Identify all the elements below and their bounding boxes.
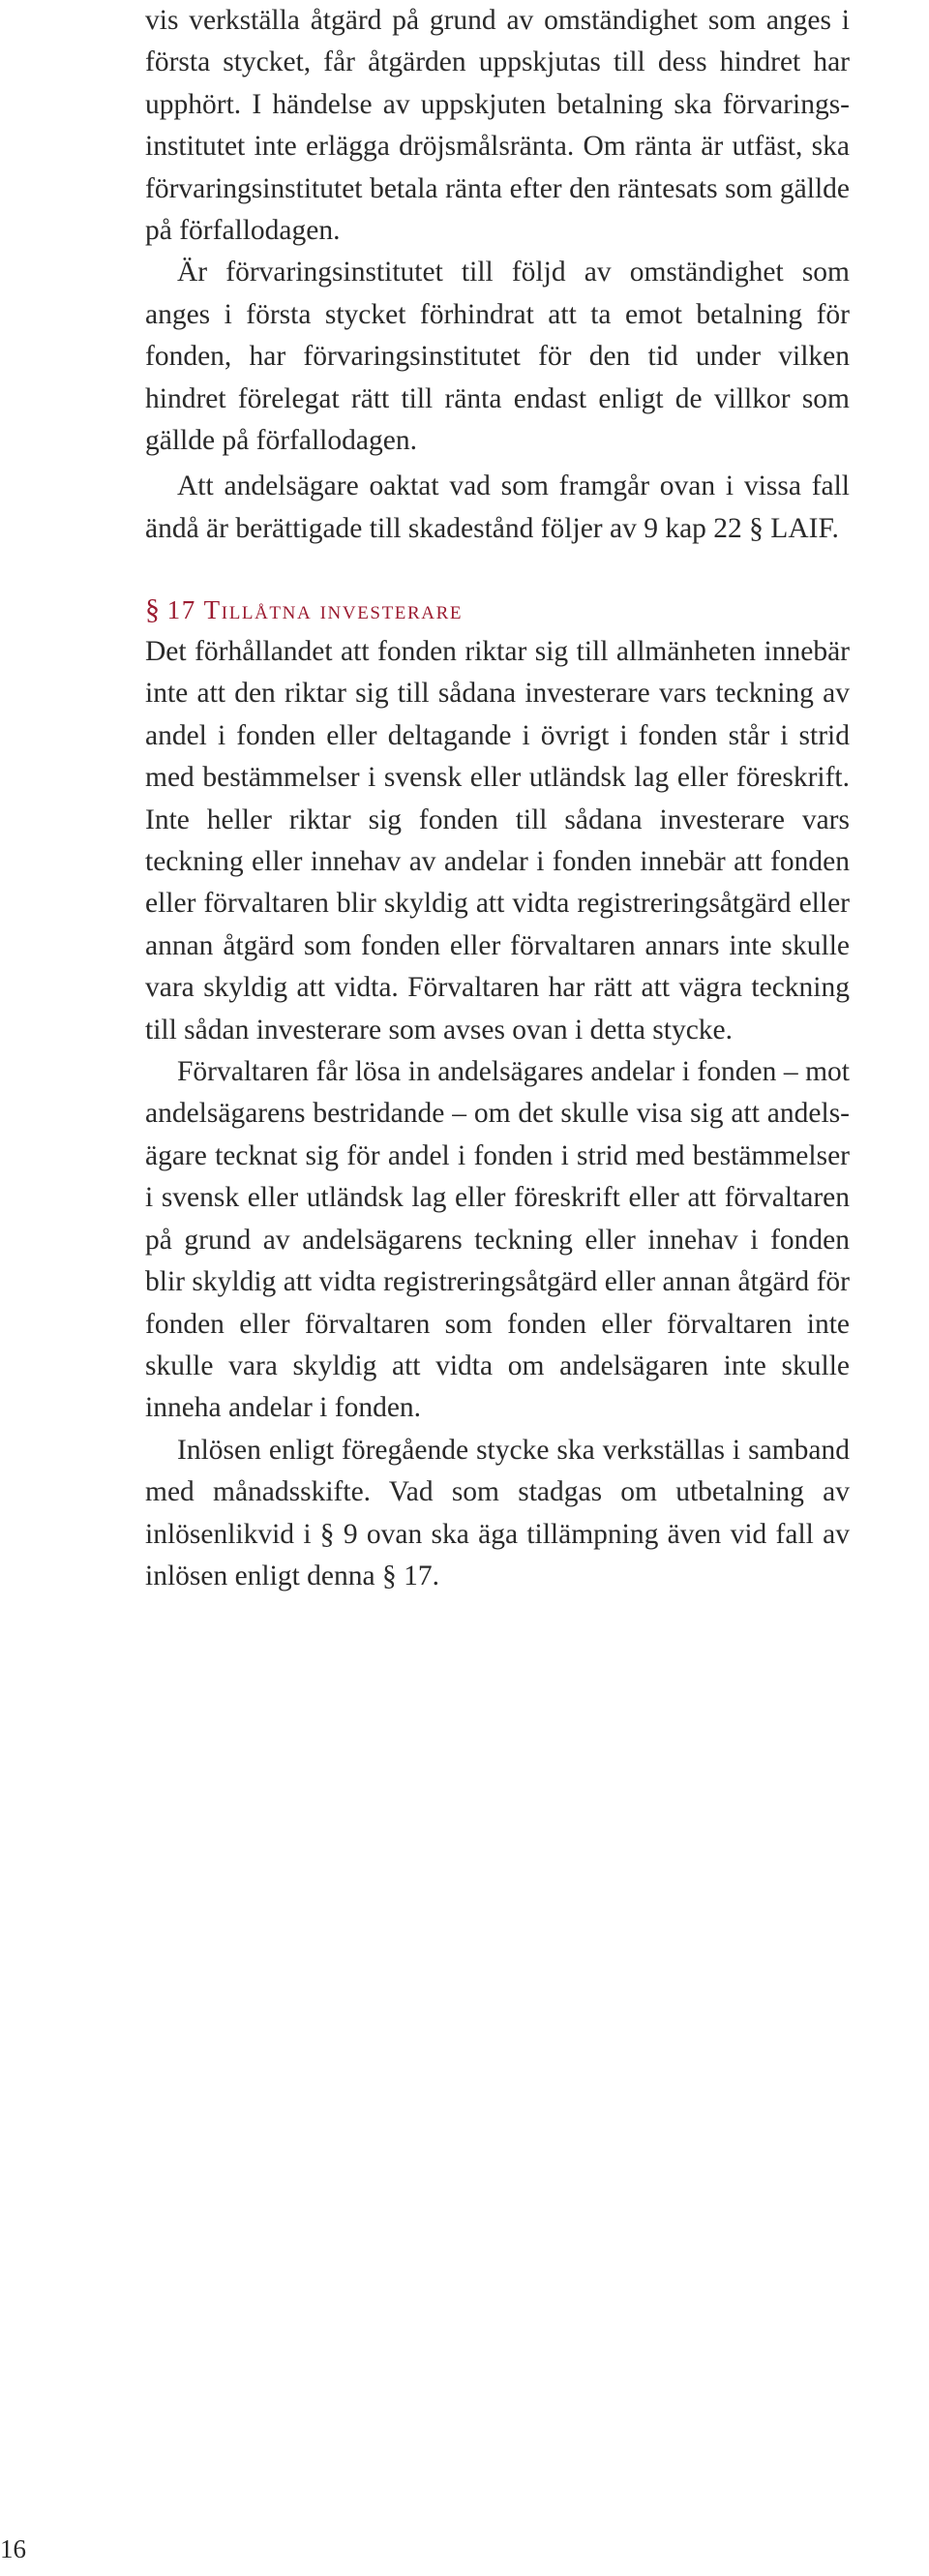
paragraph-interest-hindrance: Är förvaringsinstitutet till följd av omständighet som anges i första stycket förhindrat att ta emot betalning för fonden, har förvaringsinstitutet för den tid under vilken hindret förelegat rätt till ränta endast enligt de villkor som gällde på förfallodagen.	[145, 257, 850, 457]
section-heading	[145, 589, 850, 631]
top-text-block	[145, 0, 850, 550]
section-heading-text: 17 Tillåtna investerare	[166, 595, 464, 624]
paragraph-redemption-right: Förvaltaren får lösa in andelsägares andelar i fonden – mot andelsägarens bestridande – om det skulle visa sig att andelsägare tecknat sig för andel i fonden i strid med bestämmelser i svensk eller utländsk lag eller föreskrift eller att förvaltaren på grund av andelsägarens teckning eller innehav i fonden blir skyldig att vidta registreringsåtgärd eller annan åtgärd för fonden eller förvaltaren som fonden eller förvaltaren inte skulle vara skyldig att vidta om andelsägaren inte skulle inneha andelar i fonden.	[145, 1056, 850, 1424]
paragraph-permitted-investors: Det förhållandet att fonden riktar sig till allmänheten innebär inte att den riktar sig till sådana investerare vars teckning av andel i fonden eller deltagande i övrigt i fonden står i strid med bestämmelser i svensk eller utländsk lag eller föreskrift. Inte heller riktar sig fonden till sådana investerare vars teckning eller innehav av andelar i fonden innebär att fonden eller förvaltaren blir skyldig att vidta registreringsåtgärd eller annan åtgärd som fonden eller förvaltaren annars inte skulle vara skyldig att vidta. Förvaltaren har rätt att vägra teckning till sådan investerare som avses ovan i detta stycke.	[145, 636, 850, 1046]
section-17	[145, 589, 850, 1597]
page-number: 16	[0, 2534, 26, 2563]
paragraph-damages-reference: Att andelsägare oaktat vad som framgår ovan i vissa fall ändå är berättigade till skadestånd följer av 9 kap 22 § LAIF.	[145, 470, 850, 544]
section-symbol: §	[145, 593, 162, 625]
paragraph-continued: vis verkställa åtgärd på grund av omständighet som anges i första stycket, får åtgärden uppskjutas till dess hindret har upphört. I händelse av uppskjuten betalning ska förvaringsinstitutet inte erlägga dröjsmålsränta. Om ränta är utfäst, ska förvaringsinstitutet betala ränta efter den räntesats som gällde på förfallodagen.	[145, 5, 850, 247]
paragraph-redemption-timing: Inlösen enligt föregående stycke ska verkställas i samband med månadsskifte. Vad som stadgas om utbetalning av inlösenlikvid i § 9 ovan ska äga tillämpning även vid fall av inlösen enligt denna § 17.	[145, 1434, 850, 1591]
